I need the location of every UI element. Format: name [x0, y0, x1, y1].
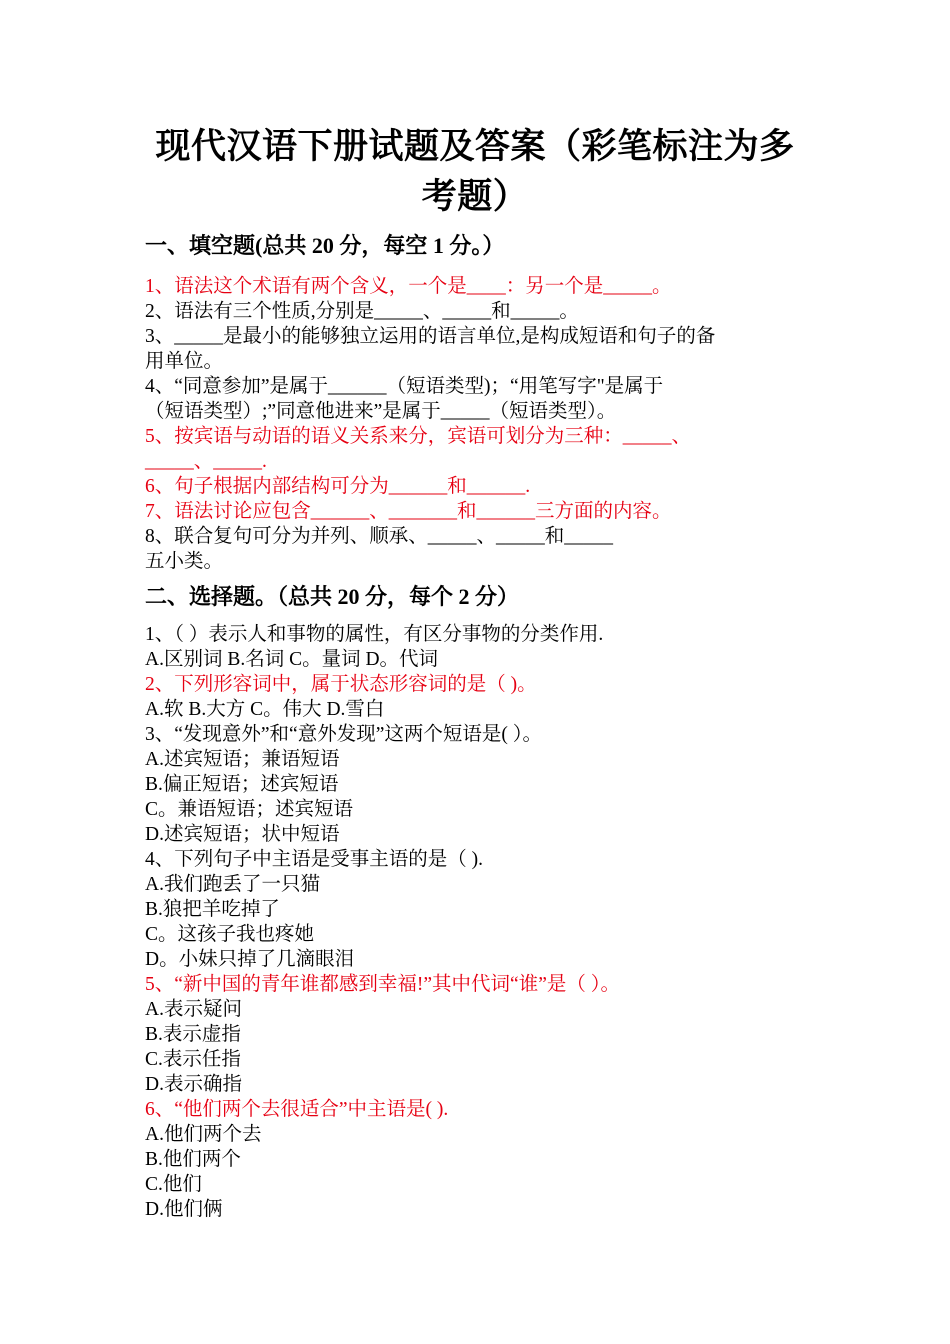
- choice-question-line: C.表示任指: [145, 1049, 241, 1070]
- choice-question-line: 4、下列句子中主语是受事主语的是（ ).: [145, 849, 483, 870]
- document-title: [140, 122, 810, 222]
- fill-question-line: 8、联合复句可分为并列、顺承、_____、_____和_____: [145, 526, 614, 547]
- section-2-heading: 二、选择题。（总共 20 分，每个 2 分）: [145, 584, 520, 609]
- choice-question-line: B.表示虚指: [145, 1024, 241, 1045]
- fill-question-line: 6、句子根据内部结构可分为______和______.: [145, 476, 531, 497]
- choice-question-line: 3、“发现意外”和“意外发现”这两个短语是( ）。: [145, 724, 542, 745]
- choice-question-line: 5、“新中国的青年谁都感到幸福!”其中代词“谁”是（ ）。: [145, 974, 620, 995]
- fill-question-line: 5、按宾语与动语的语义关系来分，宾语可划分为三种：_____、: [145, 426, 692, 447]
- fill-question-line: 2、语法有三个性质,分别是_____、_____和_____。: [145, 301, 579, 322]
- fill-question-line: _____、_____.: [145, 451, 267, 472]
- choice-question-line: C。这孩子我也疼她: [145, 924, 315, 945]
- fill-question-line: 3、_____是最小的能够独立运用的语言单位,是构成短语和句子的备: [145, 326, 716, 347]
- section-1-heading: 一、填空题(总共 20 分，每空 1 分。）: [145, 233, 505, 258]
- choice-question-line: A.表示疑问: [145, 999, 242, 1020]
- choice-question-line: A.区别词 B.名词 C。量词 D。代词: [145, 649, 439, 670]
- choice-question-line: A.他们两个去: [145, 1124, 262, 1145]
- choice-question-line: 1、（ ）表示人和事物的属性，有区分事物的分类作用.: [145, 624, 604, 645]
- choice-question-line: A.软 B.大方 C。伟大 D.雪白: [145, 699, 385, 720]
- fill-question-line: （短语类型）;”同意他进来”是属于_____（短语类型）。: [145, 401, 617, 422]
- choice-question-line: A.我们跑丢了一只猫: [145, 874, 320, 895]
- choice-question-line: D.他们俩: [145, 1199, 223, 1220]
- choice-question-line: D.表示确指: [145, 1074, 242, 1095]
- fill-question-line: 1、语法这个术语有两个含义，一个是____：另一个是_____。: [145, 276, 672, 297]
- choice-question-line: C.他们: [145, 1174, 202, 1195]
- choice-question-line: C。兼语短语；述宾短语: [145, 799, 354, 820]
- choice-question-line: 2、下列形容词中，属于状态形容词的是（ )。: [145, 674, 537, 695]
- fill-question-line: 五小类。: [145, 551, 224, 572]
- choice-question-line: D.述宾短语；状中短语: [145, 824, 340, 845]
- title-line-2: 考题）: [421, 177, 529, 216]
- choice-question-line: B.狼把羊吃掉了: [145, 899, 280, 920]
- choice-question-line: D。小妹只掉了几滴眼泪: [145, 949, 355, 970]
- choice-question-line: 6、“他们两个去很适合”中主语是( ).: [145, 1099, 449, 1120]
- fill-question-line: 7、语法讨论应包含______、_______和______三方面的内容。: [145, 501, 672, 522]
- choice-question-line: A.述宾短语；兼语短语: [145, 749, 340, 770]
- title-line-1: 现代汉语下册试题及答案（彩笔标注为多: [155, 127, 795, 166]
- fill-question-line: 用单位。: [145, 351, 224, 372]
- choice-question-line: B.偏正短语；述宾短语: [145, 774, 339, 795]
- choice-question-line: B.他们两个: [145, 1149, 241, 1170]
- fill-question-line: 4、“同意参加”是属于______（短语类型)；“用笔写字"是属于: [145, 376, 664, 397]
